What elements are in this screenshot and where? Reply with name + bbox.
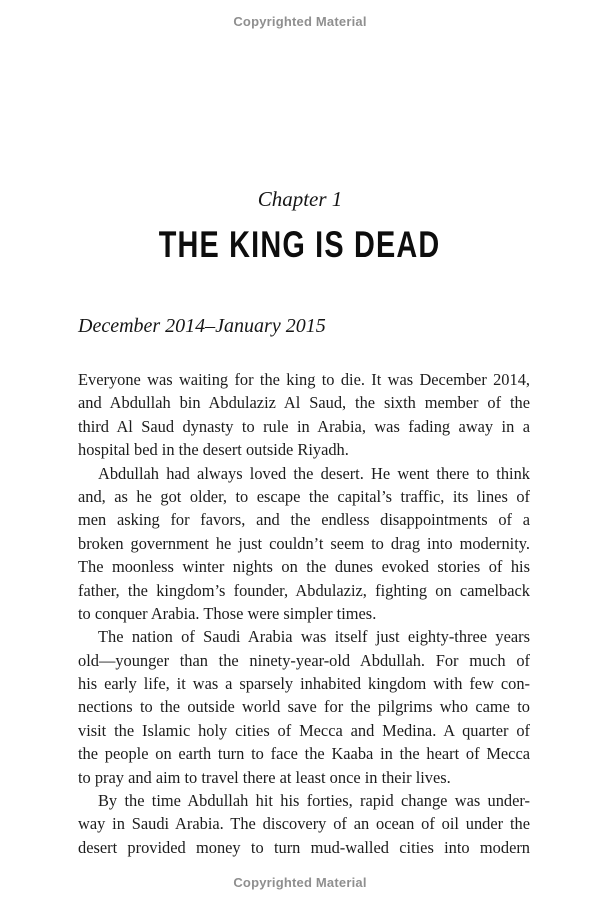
text-line: and, as he got older, to escape the capital’s traffic, its lines of — [78, 486, 530, 506]
text-line: men asking for favors, and the endless disappointments of a — [78, 510, 530, 530]
paragraph-1 — [78, 368, 530, 462]
text-line: Abdullah had always loved the desert. He went there to think — [98, 463, 530, 483]
paragraph-4 — [78, 789, 530, 859]
text-line: hospital bed in the desert outside Riyadh. — [78, 440, 349, 460]
text-line: third Al Saud dynasty to rule in Arabia, was fading away in a — [78, 416, 530, 436]
text-line: the people on earth turn to face the Kaaba in the heart of Mecca — [78, 744, 530, 764]
text-line: The nation of Saudi Arabia was itself just eighty-three years — [98, 627, 530, 647]
text-line: visit the Islamic holy cities of Mecca and Medina. A quarter of — [78, 720, 530, 740]
text-line: The moonless winter nights on the dunes evoked stories of his — [78, 557, 530, 577]
text-line: Everyone was waiting for the king to die. It was December 2014, — [78, 370, 530, 389]
text-line: father, the kingdom’s founder, Abdulaziz, fighting on camelback — [78, 580, 530, 600]
text-line: way in Saudi Arabia. The discovery of an ocean of oil under the — [78, 814, 530, 834]
paragraph-3 — [78, 625, 530, 789]
copyright-notice-bottom: Copyrighted Material — [233, 875, 367, 890]
text-line: and Abdullah bin Abdulaziz Al Saud, the sixth member of the — [78, 393, 530, 413]
text-line: his early life, it was a sparsely inhabited kingdom with few con- — [78, 674, 530, 694]
body-text — [78, 368, 530, 859]
chapter-title-text: THE KING IS DEAD — [159, 224, 441, 265]
text-line: to conquer Arabia. Those were simpler times. — [78, 603, 377, 623]
text-line: broken government he just couldn’t seem to drag into modernity. — [78, 533, 530, 553]
text-line: to pray and aim to travel there at least once in their lives. — [78, 767, 451, 787]
dateline: December 2014–January 2015 — [78, 315, 326, 337]
chapter-number-label: Chapter 1 — [257, 187, 343, 211]
text-line: nections to the outside world save for the pilgrims who came to — [78, 697, 530, 717]
text-line: desert provided money to turn mud-walled cities into modern — [78, 837, 530, 857]
paragraph-2 — [78, 462, 530, 626]
chapter-title — [0, 224, 600, 266]
text-line: old—younger than the ninety-year-old Abdullah. For much of — [78, 650, 530, 670]
text-line: By the time Abdullah hit his forties, rapid change was under- — [98, 791, 530, 811]
copyright-notice-top: Copyrighted Material — [233, 14, 367, 29]
